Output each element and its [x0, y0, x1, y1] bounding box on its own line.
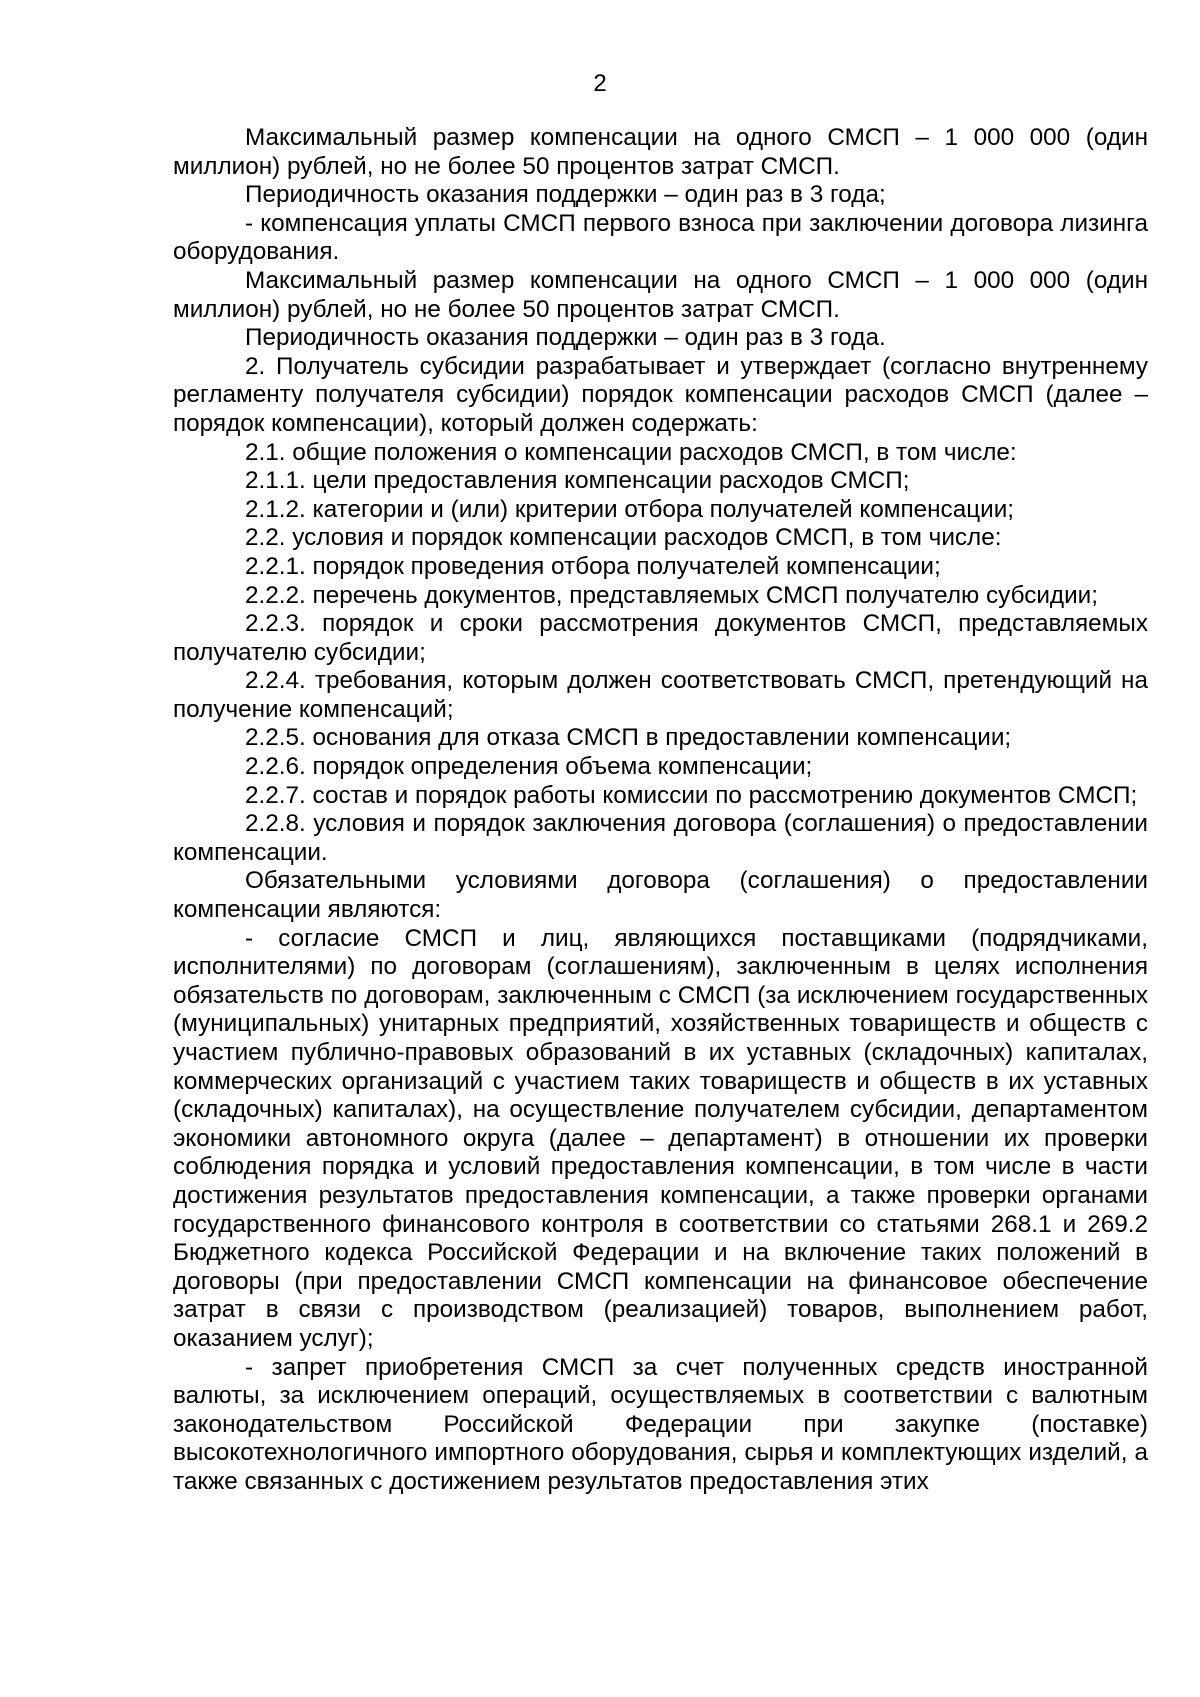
paragraph: Периодичность оказания поддержки – один раз в 3 года;: [245, 181, 886, 209]
paragraph: 2.2.7. состав и порядок работы комиссии по рассмотрению документов СМСП;: [245, 781, 1138, 809]
paragraph: - компенсация уплаты СМСП первого взноса при заключении договора лизинга оборудования.: [173, 209, 1148, 266]
page-number: 2: [593, 70, 607, 97]
paragraph: 2.1. общие положения о компенсации расходов СМСП, в том числе:: [245, 438, 1017, 466]
paragraph: 2.2.2. перечень документов, представляемых СМСП получателю субсидии;: [245, 581, 1099, 609]
paragraph: 2.2.8. условия и порядок заключения договора (соглашения) о предоставлении компенсации.: [173, 810, 1148, 866]
paragraph: 2.2.6. порядок определения объема компенсации;: [245, 753, 813, 781]
paragraph: - согласие СМСП и лиц, являющихся поставщиками (подрядчиками, исполнителями) по договорам (соглашениям), заключенным в целях исполнения обязательств по договорам, заключенным с СМСП (за исключением государственных (муниципальных) унитарных предприятий, хозяйственных товариществ и обществ с участием публично-правовых образований в их уставных (складочных) капиталах, коммерческих организаций с участием таких товариществ и обществ в их уставных (складочных) капиталах), на осуществление получателем субсидии, департаментом экономики автономного округа (далее – департамент) в отношении их проверки соблюдения порядка и условий предоставления компенсации, в том числе в части достижения результатов предоставления компенсации, а также проверки органами государственного финансового контроля в соответствии со статьями 268.1 и 269.2 Бюджетного кодекса Российской Федерации и на включение таких положений в договоры (при предоставлении СМСП компенсации на финансовое обеспечение затрат в связи с производством (реализацией) товаров, выполнением работ, оказанием услуг);: [173, 924, 1148, 1352]
paragraph: 2.2.4. требования, которым должен соответствовать СМСП, претендующий на получение компенсаций;: [173, 667, 1148, 723]
paragraph: 2.1.2. категории и (или) критерии отбора получателей компенсации;: [245, 495, 1015, 523]
paragraph: 2. Получатель субсидии разрабатывает и утверждает (согласно внутреннему регламенту получателя субсидии) порядок компенсации расходов СМСП (далее – порядок компенсации), который должен содержать:: [173, 352, 1148, 437]
paragraph: Обязательными условиями договора (соглашения) о предоставлении компенсации являются:: [173, 867, 1148, 924]
paragraph: - запрет приобретения СМСП за счет полученных средств иностранной валюты, за исключением операций, осуществляемых в соответствии с валютным законодательством Российской Федерации при закупке (поставке) высокотехнологичного импортного оборудования, сырья и комплектующих изделий, а также связанных с достижением результатов предоставления этих: [173, 1353, 1148, 1495]
paragraph: 2.1.1. цели предоставления компенсации расходов СМСП;: [245, 467, 910, 495]
document-body: [173, 124, 1148, 1497]
paragraph: 2.2. условия и порядок компенсации расходов СМСП, в том числе:: [245, 524, 1002, 552]
paragraph: 2.2.3. порядок и сроки рассмотрения документов СМСП, представляемых получателю субсидии;: [173, 610, 1148, 666]
paragraph: Максимальный размер компенсации на одного СМСП – 1 000 000 (один миллион) рублей, но не более 50 процентов затрат СМСП.: [173, 124, 1148, 180]
paragraph: 2.2.1. порядок проведения отбора получателей компенсации;: [245, 552, 941, 580]
paragraph: Максимальный размер компенсации на одного СМСП – 1 000 000 (один миллион) рублей, но не более 50 процентов затрат СМСП.: [173, 266, 1148, 323]
paragraph: 2.2.5. основания для отказа СМСП в предоставлении компенсации;: [245, 724, 1012, 752]
paragraph: Периодичность оказания поддержки – один раз в 3 года.: [245, 324, 886, 352]
